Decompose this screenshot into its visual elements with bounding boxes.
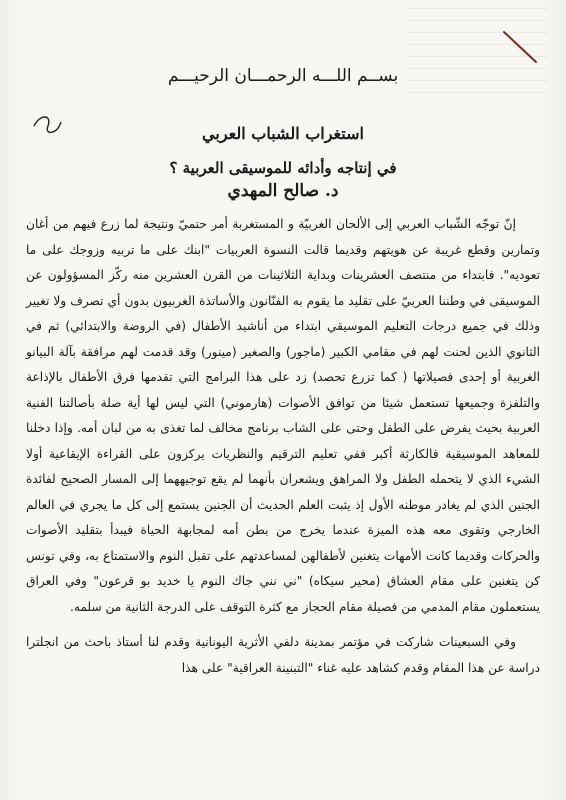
author-name: د. صالح المهدي (227, 181, 339, 201)
article-title: استغراب الشباب العربي (202, 124, 364, 143)
paragraph: إنّ توجّه الشّباب العربي إلى الألحان الغربيّة و المستغربة أمر حتميّ ونتيجة لما زرع فيهم من أغان وتمارين وقطع غريبة عن هويتهم وقديما قالت النسوة العربيات "ابنك على ما تربيه وزوجك على ما تعوديه". فابتداء من منتصف العشرينات وبداية الثلاثينات من القرن العشرين منه ركّز المسؤولون عن الموسيقى في وطننا العربيّ على تقليد ما يقوم به الفنّانون والأساتذة الغربيون بدون أي تصرف ولا تغيير وذلك في جميع درجات التعليم الموسيقي ابتداء من أناشيد الأطفال (في الروضة والابتدائي) ثم في الثانوي الذين لحنت لهم في مقامي الكبير (ماجور) والصغير (مينور) وقد قدمت لهم مرافقة بآلة البيانو الغربية أو إحدى فصيلاتها ( كما تزرع تحصد) زد على هذا البرامج التي تقدمها فرق الأطفال بالإذاعة والتلفزة وجميعها تستعمل شيئا من توافق الأصوات (هارموني) التي ليس لها أية صلة بأصالتنا الفنية العربية بحيث يفرض على الطفل وحتى على الشاب برنامج مخالف لما تغذى به من لبان أمه. وإذا دخلنا للمعاهد الموسيقية فالكارثة أكبر ففي تعليم الترقيم والنظريات يركزون على القراءة الإيقاعية أولا الشيء الذي لا يتحمله الطفل ولا المراهق ويشعران بأنهما لم يقع توجيههما إلى المسار الصحيح لفائدة الجنين الذي لم يغادر موطنه الأول إذ يثبت العلم الحديث أن الجنين يستمع إلى كل ما يجري في العالم الخارجي وتقوى معه هذه الميزة عندما يخرج من بطن أمه لمجابهة الحياة فيبدأ بتقليد الأصوات والحركات وقديما كانت الأمهات يتغنين لأطفالهن لمساعدتهم على تقبل النوم والاستمتاع به، وفي تونس كن يتغنين على مقام العشاق (محير سيكاه) "ني نني جاك النوم يا خديد بو قرعون" وفي العراق يستعملون مقام المدمي من فصيلة مقام الحجاز مع كثرة التوقف على الدرجة الثانية من سلمه. (26, 217, 540, 614)
pen-stroke-mark (500, 28, 540, 68)
article-body (26, 212, 540, 681)
paragraph: وفي السبعينات شاركت في مؤتمر بمدينة دلفي الأثرية اليونانية وقدم لنا أستاذ باحث من انجلترا دراسة عن هذا المقام وقدم كشاهد عليه غناء "التبنينة العراقية" على هذا (26, 635, 540, 675)
article-subtitle: في إنتاجه وأدائه للموسيقى العربية ؟ (169, 159, 397, 177)
basmala-heading: بســم اللـــه الرحمـــان الرحيـــم (167, 66, 399, 86)
